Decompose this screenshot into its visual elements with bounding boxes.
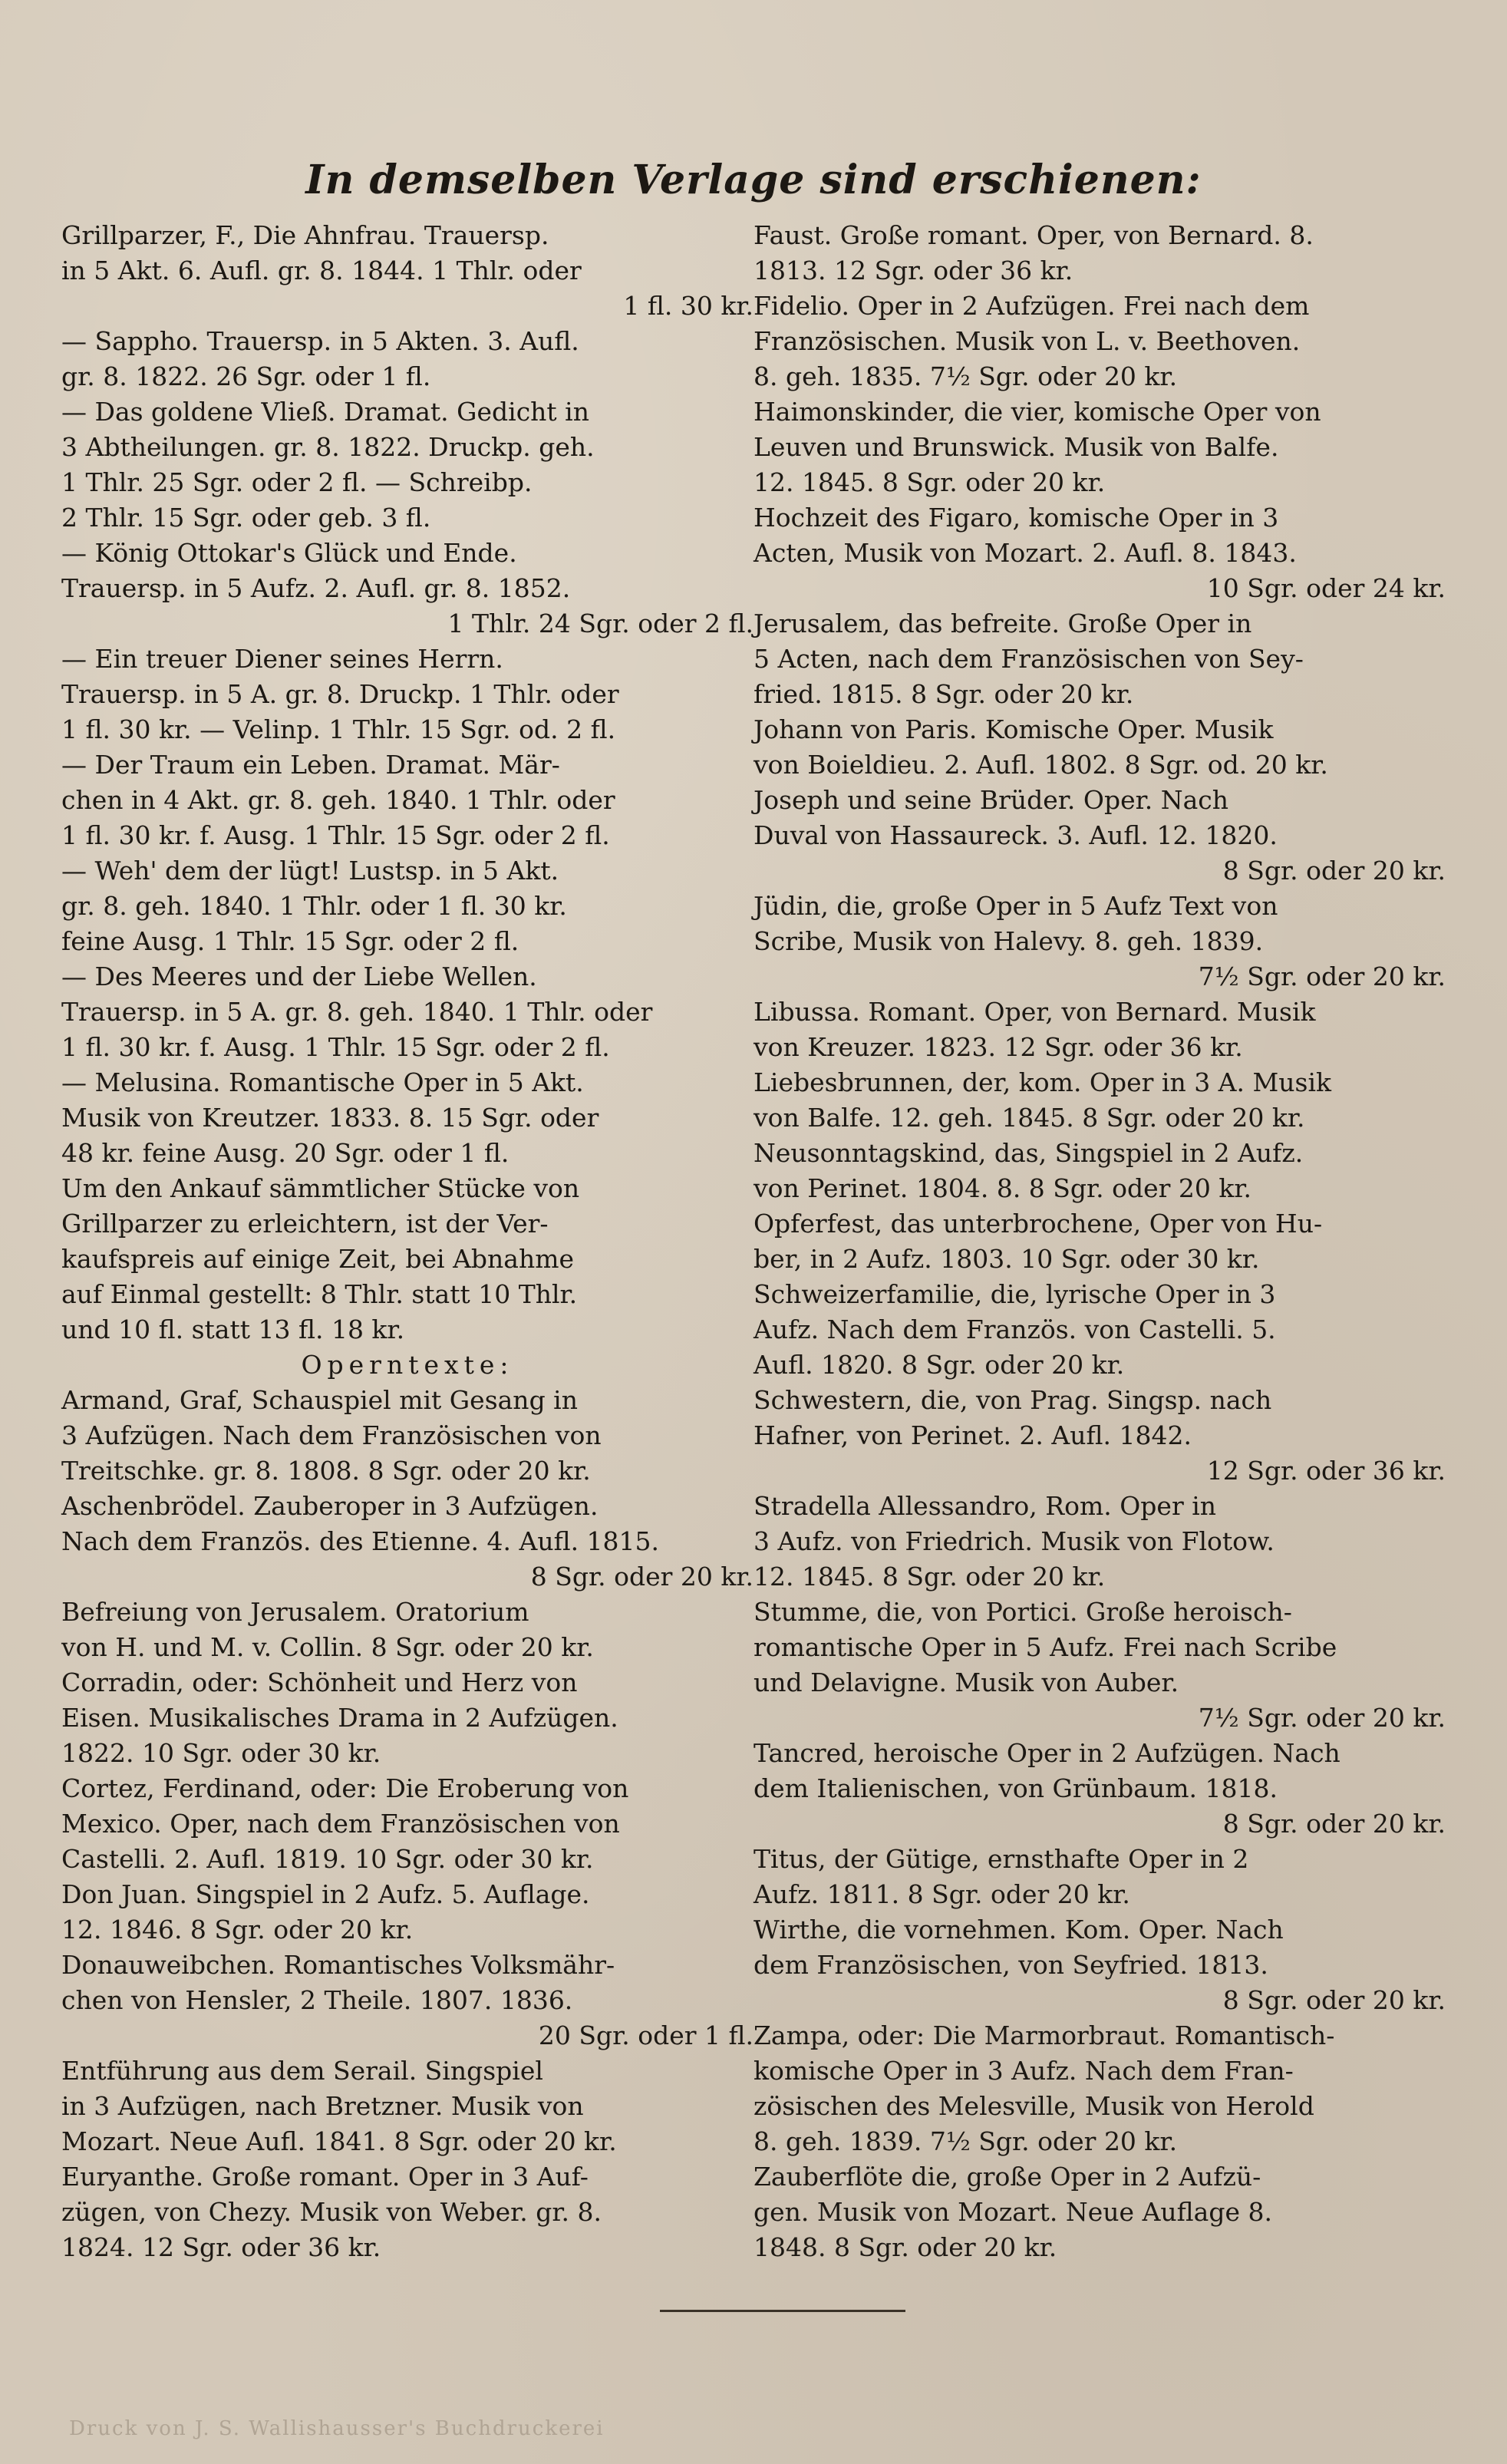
entry-line: Euryanthe. Große romant. Oper in 3 Auf- — [61, 2162, 589, 2192]
catalog-entry — [754, 500, 1446, 606]
catalog-entry — [754, 1842, 1446, 1912]
entry-line: Hochzeit des Figaro, komische Oper in 3 — [754, 503, 1279, 533]
catalog-entry — [61, 1065, 754, 1171]
catalog-entry — [754, 1277, 1446, 1383]
entry-line: 1 fl. 30 kr. — Velinp. 1 Thlr. 15 Sgr. od. 2 fl. — [61, 714, 616, 744]
entry-line: Donauweibchen. Romantisches Volksmähr- — [61, 1950, 615, 1980]
entry-line: Don Juan. Singspiel in 2 Aufz. 5. Auflage. — [61, 1879, 590, 1909]
entry-line: — Das goldene Vließ. Dramat. Gedicht in — [61, 397, 589, 427]
entry-line: 12. 1846. 8 Sgr. oder 20 kr. — [61, 1915, 414, 1944]
entry-line: 8 Sgr. oder 20 kr. — [530, 1562, 754, 1592]
entry-line: gr. 8. geh. 1840. 1 Thlr. oder 1 fl. 30 kr. — [61, 891, 567, 921]
entry-line: fried. 1815. 8 Sgr. oder 20 kr. — [754, 679, 1134, 709]
entry-line: Grillparzer zu erleichtern, ist der Ver- — [61, 1209, 549, 1239]
entry-line: 8 Sgr. oder 20 kr. — [1222, 856, 1446, 886]
entry-line: — Des Meeres und der Liebe Wellen. — [61, 962, 537, 991]
entry-line: Schweizerfamilie, die, lyrische Oper in 3 — [754, 1279, 1276, 1309]
entry-line: 8 Sgr. oder 20 kr. — [1222, 1809, 1446, 1839]
catalog-entry — [61, 747, 754, 853]
entry-line: chen von Hensler, 2 Theile. 1807. 1836. — [61, 1985, 573, 2015]
entry-line: Liebesbrunnen, der, kom. Oper in 3 A. Musik — [754, 1067, 1332, 1097]
catalog-entry — [754, 1383, 1446, 1489]
catalog-entry — [61, 2053, 754, 2159]
catalog-entry — [754, 218, 1446, 289]
entry-line: Jerusalem, das befreite. Große Oper in — [754, 609, 1252, 638]
entry-line: 1 fl. 30 kr. — [623, 291, 754, 321]
entry-line: Hafner, von Perinet. 2. Aufl. 1842. — [754, 1420, 1192, 1450]
entry-line: 12. 1845. 8 Sgr. oder 20 kr. — [754, 1562, 1106, 1592]
entry-line: Johann von Paris. Komische Oper. Musik — [754, 714, 1274, 744]
catalog-entry — [61, 1877, 754, 1948]
entry-line: komische Oper in 3 Aufz. Nach dem Fran- — [754, 2056, 1294, 2086]
entry-line: in 3 Aufzügen, nach Bretzner. Musik von — [61, 2091, 584, 2121]
entry-line: von Kreuzer. 1823. 12 Sgr. oder 36 kr. — [754, 1032, 1243, 1062]
entry-line: von Balfe. 12. geh. 1845. 8 Sgr. oder 20 kr. — [754, 1103, 1305, 1133]
entry-line: Stumme, die, von Portici. Große heroisch- — [754, 1597, 1292, 1627]
entry-line: 1 Thlr. 25 Sgr. oder 2 fl. — Schreibp. — [61, 467, 533, 497]
entry-line: Um den Ankauf sämmtlicher Stücke von — [61, 1173, 580, 1203]
entry-line: 1824. 12 Sgr. oder 36 kr. — [61, 2232, 381, 2262]
catalog-entry — [754, 394, 1446, 500]
entry-line: 2 Thlr. 15 Sgr. oder geb. 3 fl. — [61, 503, 431, 533]
entry-line: Aufz. Nach dem Französ. von Castelli. 5. — [754, 1314, 1276, 1344]
catalog-entry — [754, 1206, 1446, 1277]
entry-line: Titus, der Gütige, ernsthafte Oper in 2 — [754, 1844, 1249, 1874]
catalog-entry — [754, 1912, 1446, 2018]
entry-line: Neusonntagskind, das, Singspiel in 2 Aufz. — [754, 1138, 1304, 1168]
entry-line: 8. geh. 1839. 7½ Sgr. oder 20 kr. — [754, 2126, 1178, 2156]
entry-line: Französischen. Musik von L. v. Beethoven. — [754, 326, 1301, 356]
entry-line: romantische Oper in 5 Aufz. Frei nach Scribe — [754, 1632, 1337, 1662]
entry-line: Acten, Musik von Mozart. 2. Aufl. 8. 1843. — [754, 538, 1297, 568]
entry-line: Leuven und Brunswick. Musik von Balfe. — [754, 432, 1279, 462]
entry-line: Libussa. Romant. Oper, von Bernard. Musik — [754, 997, 1316, 1027]
catalog-entry — [61, 218, 754, 324]
entry-line: Treitschke. gr. 8. 1808. 8 Sgr. oder 20 kr. — [61, 1456, 591, 1486]
entry-line: Cortez, Ferdinand, oder: Die Eroberung von — [61, 1773, 629, 1803]
entry-line: 10 Sgr. oder 24 kr. — [1206, 573, 1446, 603]
entry-line: Jüdin, die, große Oper in 5 Aufz Text von — [754, 891, 1278, 921]
entry-line: Scribe, Musik von Halevy. 8. geh. 1839. — [754, 926, 1264, 956]
entry-line: Entführung aus dem Serail. Singspiel — [61, 2056, 543, 2086]
entry-line: Befreiung von Jerusalem. Oratorium — [61, 1597, 529, 1627]
catalog-entry — [61, 642, 754, 747]
catalog-entry — [754, 289, 1446, 394]
catalog-entry — [61, 1771, 754, 1877]
bottom-rule — [660, 2310, 905, 2312]
entry-line: Mozart. Neue Aufl. 1841. 8 Sgr. oder 20 kr. — [61, 2126, 617, 2156]
entry-line: Opferfest, das unterbrochene, Oper von Hu- — [754, 1209, 1323, 1239]
catalog-entry — [754, 2159, 1446, 2265]
entry-line: in 5 Akt. 6. Aufl. gr. 8. 1844. 1 Thlr. oder — [61, 256, 582, 285]
left-column — [61, 218, 754, 2265]
entry-line: und Delavigne. Musik von Auber. — [754, 1667, 1179, 1697]
entry-line: 1 fl. 30 kr. f. Ausg. 1 Thlr. 15 Sgr. oder 2 fl. — [61, 1032, 610, 1062]
right-column — [754, 218, 1446, 2265]
catalog-entry — [61, 1383, 754, 1489]
entry-line: von H. und M. v. Collin. 8 Sgr. oder 20 kr. — [61, 1632, 594, 1662]
entry-line: — Melusina. Romantische Oper in 5 Akt. — [61, 1067, 584, 1097]
entry-line: Castelli. 2. Aufl. 1819. 10 Sgr. oder 30 kr. — [61, 1844, 594, 1874]
entry-line: dem Italienischen, von Grünbaum. 1818. — [754, 1773, 1278, 1803]
entry-line: Duval von Hassaureck. 3. Aufl. 12. 1820. — [754, 820, 1278, 850]
catalog-entry — [754, 712, 1446, 783]
catalog-entry — [754, 1736, 1446, 1842]
catalog-entry — [754, 1136, 1446, 1206]
entry-line: zösischen des Melesville, Musik von Herold — [754, 2091, 1314, 2121]
entry-line: 12. 1845. 8 Sgr. oder 20 kr. — [754, 467, 1106, 497]
printer-imprint: Druck von J. S. Wallishausser's Buchdruckerei — [69, 2417, 605, 2440]
entry-line: Joseph und seine Brüder. Oper. Nach — [754, 785, 1229, 815]
entry-line: Aufz. 1811. 8 Sgr. oder 20 kr. — [754, 1879, 1130, 1909]
entry-line: 1848. 8 Sgr. oder 20 kr. — [754, 2232, 1057, 2262]
entry-line: — Weh' dem der lügt! Lustsp. in 5 Akt. — [61, 856, 559, 886]
entry-line: — König Ottokar's Glück und Ende. — [61, 538, 517, 568]
catalog-entry — [61, 1948, 754, 2053]
entry-line: gen. Musik von Mozart. Neue Auflage 8. — [754, 2197, 1272, 2227]
entry-line: 20 Sgr. oder 1 fl. — [538, 2020, 754, 2050]
catalog-entry — [61, 1347, 754, 1383]
entry-line: Mexico. Oper, nach dem Französischen von — [61, 1809, 620, 1839]
catalog-entry — [61, 1171, 754, 1347]
entry-line: Trauersp. in 5 A. gr. 8. geh. 1840. 1 Thlr. oder — [61, 997, 653, 1027]
entry-line: Faust. Große romant. Oper, von Bernard. 8. — [754, 220, 1314, 250]
entry-line: Schwestern, die, von Prag. Singsp. nach — [754, 1385, 1272, 1415]
catalog-entry — [61, 394, 754, 536]
entry-line: — Sappho. Trauersp. in 5 Akten. 3. Aufl. — [61, 326, 579, 356]
entry-line: Aschenbrödel. Zauberoper in 3 Aufzügen. — [61, 1491, 599, 1521]
entry-line: 1822. 10 Sgr. oder 30 kr. — [61, 1738, 381, 1768]
entry-line: Tancred, heroische Oper in 2 Aufzügen. Nach — [754, 1738, 1340, 1768]
entry-line: zügen, von Chezy. Musik von Weber. gr. 8. — [61, 2197, 602, 2227]
entry-line: 3 Abtheilungen. gr. 8. 1822. Druckp. geh. — [61, 432, 595, 462]
catalog-entry — [61, 1665, 754, 1771]
entry-line: Armand, Graf, Schauspiel mit Gesang in — [61, 1385, 578, 1415]
entry-line: 12 Sgr. oder 36 kr. — [1206, 1456, 1446, 1486]
catalog-entry — [754, 2018, 1446, 2159]
catalog-entry — [754, 1065, 1446, 1136]
catalog-entry — [754, 606, 1446, 712]
catalog-entry — [754, 1595, 1446, 1736]
entry-line: Wirthe, die vornehmen. Kom. Oper. Nach — [754, 1915, 1284, 1944]
entry-line: Eisen. Musikalisches Drama in 2 Aufzügen. — [61, 1703, 618, 1733]
entry-line: 1 fl. 30 kr. f. Ausg. 1 Thlr. 15 Sgr. oder 2 fl. — [61, 820, 610, 850]
entry-line: auf Einmal gestellt: 8 Thlr. statt 10 Thlr. — [61, 1279, 578, 1309]
entry-line: Grillparzer, F., Die Ahnfrau. Trauersp. — [61, 220, 549, 250]
catalog-entry — [754, 889, 1446, 995]
entry-line: 5 Acten, nach dem Französischen von Sey- — [754, 644, 1304, 674]
entry-line: 3 Aufz. von Friedrich. Musik von Flotow. — [754, 1526, 1275, 1556]
entry-line: 7½ Sgr. oder 20 kr. — [1198, 1703, 1446, 1733]
entry-line: 1813. 12 Sgr. oder 36 kr. — [754, 256, 1073, 285]
entry-line: Operntexte: — [301, 1350, 514, 1380]
entry-line: von Perinet. 1804. 8. 8 Sgr. oder 20 kr. — [754, 1173, 1252, 1203]
entry-line: Haimonskinder, die vier, komische Oper von — [754, 397, 1321, 427]
entry-line: 8. geh. 1835. 7½ Sgr. oder 20 kr. — [754, 361, 1178, 391]
entry-line: von Boieldieu. 2. Aufl. 1802. 8 Sgr. od. 20 kr. — [754, 750, 1328, 780]
two-column-catalog — [61, 218, 1446, 2265]
entry-line: Zauberflöte die, große Oper in 2 Aufzü- — [754, 2162, 1261, 2192]
entry-line: — Ein treuer Diener seines Herrn. — [61, 644, 503, 674]
entry-line: Trauersp. in 5 Aufz. 2. Aufl. gr. 8. 1852. — [61, 573, 571, 603]
entry-line: und 10 fl. statt 13 fl. 18 kr. — [61, 1314, 405, 1344]
entry-line: 8 Sgr. oder 20 kr. — [1222, 1985, 1446, 2015]
entry-line: kaufspreis auf einige Zeit, bei Abnahme — [61, 1244, 575, 1274]
catalog-entry — [61, 1595, 754, 1665]
entry-line: 7½ Sgr. oder 20 kr. — [1198, 962, 1446, 991]
entry-line: Musik von Kreutzer. 1833. 8. 15 Sgr. oder — [61, 1103, 599, 1133]
page-heading: In demselben Verlage sind erschienen: — [305, 157, 1202, 203]
entry-line: — Der Traum ein Leben. Dramat. Mär- — [61, 750, 560, 780]
entry-line: Zampa, oder: Die Marmorbraut. Romantisch- — [754, 2020, 1335, 2050]
catalog-entry — [754, 1489, 1446, 1595]
entry-line: 3 Aufzügen. Nach dem Französischen von — [61, 1420, 602, 1450]
catalog-entry — [61, 324, 754, 394]
entry-line: Stradella Allessandro, Rom. Oper in — [754, 1491, 1217, 1521]
catalog-entry — [61, 1489, 754, 1595]
entry-line: dem Französischen, von Seyfried. 1813. — [754, 1950, 1268, 1980]
entry-line: gr. 8. 1822. 26 Sgr. oder 1 fl. — [61, 361, 431, 391]
entry-line: Trauersp. in 5 A. gr. 8. Druckp. 1 Thlr. oder — [61, 679, 619, 709]
catalog-entry — [754, 783, 1446, 889]
entry-line: feine Ausg. 1 Thlr. 15 Sgr. oder 2 fl. — [61, 926, 519, 956]
entry-line: chen in 4 Akt. gr. 8. geh. 1840. 1 Thlr. oder — [61, 785, 615, 815]
entry-line: Nach dem Französ. des Etienne. 4. Aufl. 1815. — [61, 1526, 660, 1556]
entry-line: Corradin, oder: Schönheit und Herz von — [61, 1667, 578, 1697]
catalog-entry — [61, 2159, 754, 2265]
catalog-entry — [61, 536, 754, 642]
catalog-entry — [754, 995, 1446, 1065]
entry-line: Fidelio. Oper in 2 Aufzügen. Frei nach dem — [754, 291, 1310, 321]
entry-line: ber, in 2 Aufz. 1803. 10 Sgr. oder 30 kr. — [754, 1244, 1260, 1274]
entry-line: 48 kr. feine Ausg. 20 Sgr. oder 1 fl. — [61, 1138, 509, 1168]
entry-line: 1 Thlr. 24 Sgr. oder 2 fl. — [447, 609, 754, 638]
catalog-entry — [61, 959, 754, 1065]
catalog-entry — [61, 853, 754, 959]
entry-line: Aufl. 1820. 8 Sgr. oder 20 kr. — [754, 1350, 1125, 1380]
